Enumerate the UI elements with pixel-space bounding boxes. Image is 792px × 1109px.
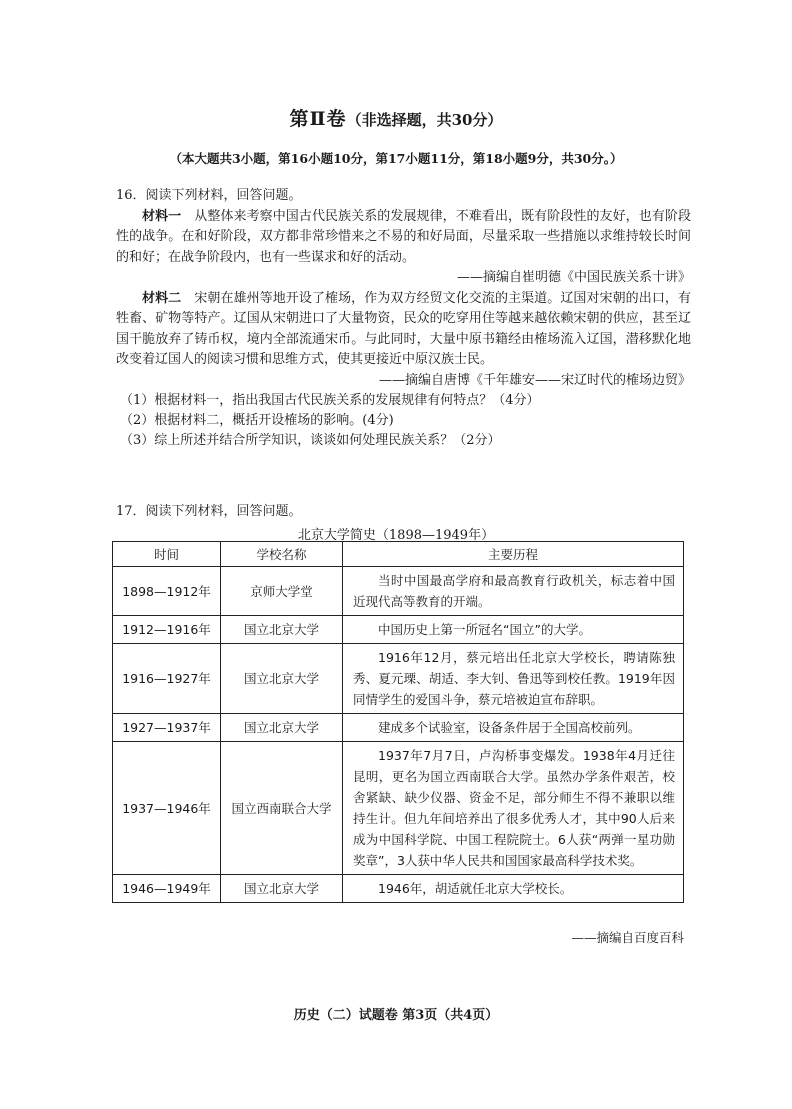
material-2-source: ——摘编自唐博《千年雄安——宋辽时代的榷场边贸》 bbox=[378, 372, 691, 388]
row-event: 1946年，胡适就任北京大学校长。 bbox=[343, 875, 684, 903]
row-school: 国立西南联合大学 bbox=[221, 742, 343, 875]
question-17-heading: 17．阅读下列材料，回答问题。 bbox=[116, 504, 302, 519]
row-school: 国立北京大学 bbox=[221, 644, 343, 714]
row-period: 1912—1916年 bbox=[113, 616, 221, 644]
row-period: 1927—1937年 bbox=[113, 714, 221, 742]
material-2-text: 宋朝在雄州等地开设了榷场，作为双方经贸文化交流的主渠道。辽国对宋朝的出口，有牲畜、矿物等特产。辽国从宋朝进口了大量物资，民众的吃穿用住等越来越依赖宋朝的供应，甚至辽国干脆放弃了铸币权，境内全部流通宋币。与此同时，大量中原书籍经由榷场流入辽国，潜移默化地改变着辽国人的阅读习惯和思维方式，使其更接近中原汉族士民。 bbox=[116, 290, 691, 367]
row-event: 中国历史上第一所冠名“国立”的大学。 bbox=[343, 616, 684, 644]
question-16 bbox=[116, 186, 691, 451]
column-header-school: 学校名称 bbox=[221, 542, 343, 567]
row-school: 国立北京大学 bbox=[221, 616, 343, 644]
row-school: 京师大学堂 bbox=[221, 567, 343, 616]
table-row bbox=[113, 616, 684, 644]
row-event: 1937年7月7日，卢沟桥事变爆发。1938年4月迁往昆明，更名为国立西南联合大学。虽然办学条件艰苦，校舍紧缺、缺少仪器、资金不足，部分师生不得不兼职以维持生计。但九年间培养出了很多优秀人才，其中90人后来成为中国科学院、中国工程院院士。6人获“两弹一星功勋奖章”，3人获中华人民共和国国家最高科学技术奖。 bbox=[343, 742, 684, 875]
column-header-event: 主要历程 bbox=[343, 542, 684, 567]
row-event: 1916年12月，蔡元培出任北京大学校长，聘请陈独秀、夏元瑮、胡适、李大钊、鲁迅等到校任教。1919年因同情学生的爱国斗争，蔡元培被迫宣布辞职。 bbox=[343, 644, 684, 714]
question-16-heading: 16．阅读下列材料，回答问题。 bbox=[116, 188, 302, 203]
table-row bbox=[113, 875, 684, 903]
subquestion-3: （3）综上所述并结合所学知识，谈谈如何处理民族关系？（2分） bbox=[120, 433, 501, 448]
material-1 bbox=[116, 207, 691, 269]
row-period: 1937—1946年 bbox=[113, 742, 221, 875]
row-event: 当时中国最高学府和最高教育行政机关，标志着中国近现代高等教育的开端。 bbox=[343, 567, 684, 616]
history-table bbox=[112, 541, 684, 903]
table-row bbox=[113, 567, 684, 616]
material-1-label: 材料一 bbox=[142, 208, 182, 224]
material-1-source: ——摘编自崔明德《中国民族关系十讲》 bbox=[456, 270, 691, 285]
table-row bbox=[113, 644, 684, 714]
row-school: 国立北京大学 bbox=[221, 875, 343, 903]
section-instructions: （本大题共3小题，第16小题10分，第17小题11分，第18小题9分，共30分。） bbox=[169, 151, 623, 166]
row-school: 国立北京大学 bbox=[221, 714, 343, 742]
row-event: 建成多个试验室，设备条件居于全国高校前列。 bbox=[343, 714, 684, 742]
section-title-subtitle: （非选择题，共30分） bbox=[346, 111, 503, 129]
material-2-label: 材料二 bbox=[142, 290, 182, 306]
table-title: 北京大学简史（1898—1949年） bbox=[297, 528, 495, 543]
column-header-period: 时间 bbox=[113, 542, 221, 567]
section-title bbox=[0, 104, 792, 131]
subquestion-1: （1）根据材料一，指出我国古代民族关系的发展规律有何特点？（4分） bbox=[120, 393, 540, 408]
subquestion-2: （2）根据材料二，概括开设榷场的影响。(4分) bbox=[120, 413, 394, 428]
material-1-text: 从整体来考察中国古代民族关系的发展规律，不难看出，既有阶段性的友好，也有阶段性的战争。在和好阶段，双方都非常珍惜来之不易的和好局面，尽量采取一些措施以求维持较长时间的和好；在战争阶段内，也有一些谋求和好的活动。 bbox=[116, 208, 691, 265]
row-period: 1946—1949年 bbox=[113, 875, 221, 903]
section-title-main: 第Ⅱ卷 bbox=[289, 108, 347, 130]
table-header-row bbox=[113, 542, 684, 567]
table-row bbox=[113, 714, 684, 742]
material-2 bbox=[116, 289, 691, 371]
table-source: ——摘编自百度百科 bbox=[571, 930, 684, 945]
page-footer: 历史（二）试题卷 第3页（共4页） bbox=[293, 1008, 499, 1023]
table-row bbox=[113, 742, 684, 875]
row-period: 1916—1927年 bbox=[113, 644, 221, 714]
row-period: 1898—1912年 bbox=[113, 567, 221, 616]
